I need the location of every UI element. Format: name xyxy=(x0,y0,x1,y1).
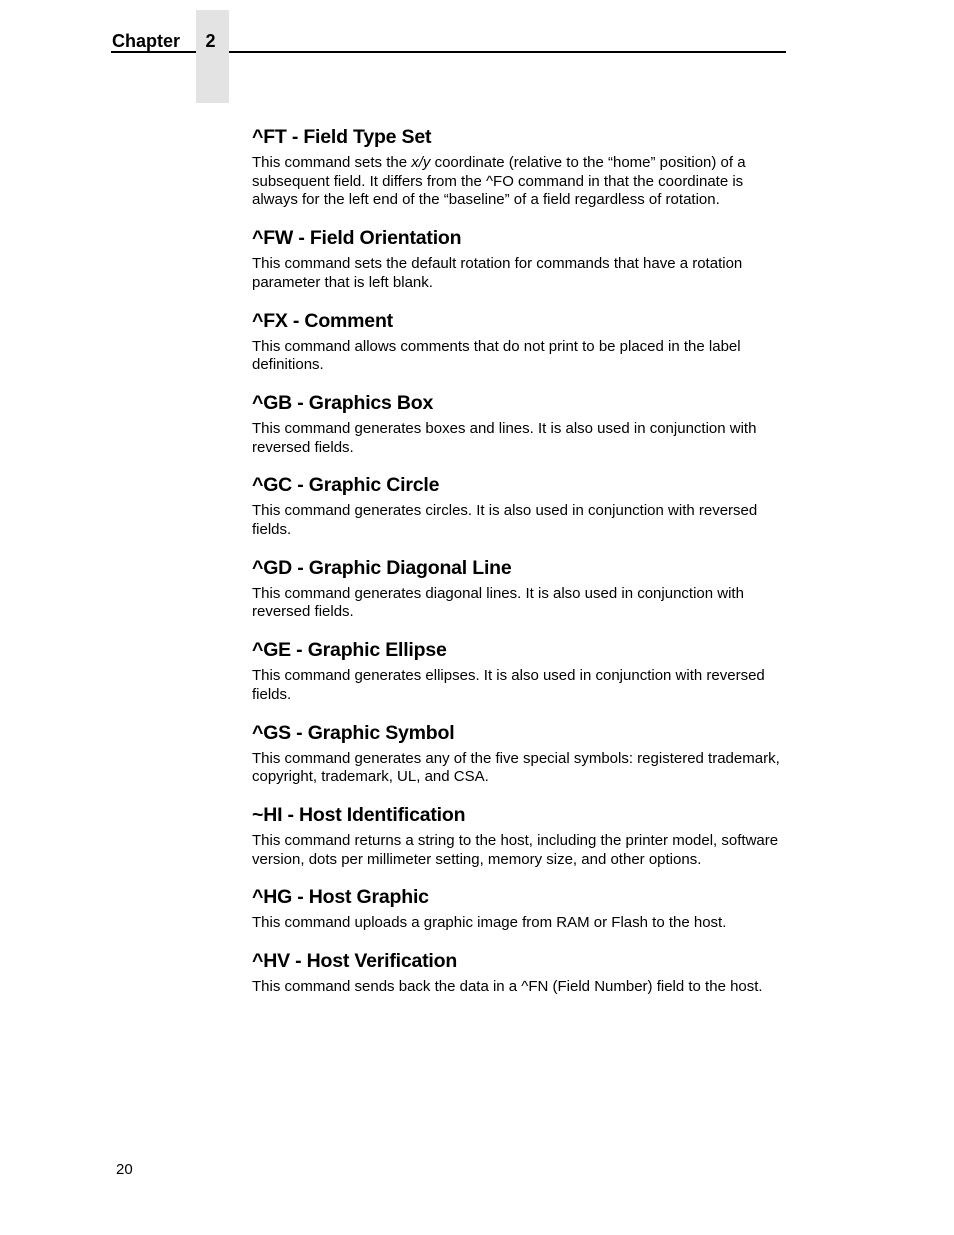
section-title: ^FT - Field Type Set xyxy=(252,126,432,148)
section-body: This command sets the default rotation for commands that have a rotation parameter that is left blank. xyxy=(252,255,743,291)
section-body: This command generates any of the five special symbols: registered trademark, copyright, trademark, UL, and CSA. xyxy=(252,749,780,786)
section-fw xyxy=(252,226,792,292)
section-title: ^GD - Graphic Diagonal Line xyxy=(252,556,512,579)
section-title: ^FX - Comment xyxy=(252,309,393,332)
section-hg xyxy=(252,885,792,933)
section-body: This command generates ellipses. It is also used in conjunction with reversed fields. xyxy=(252,667,765,703)
xy-term: x/y xyxy=(411,154,431,171)
section-title: ^GB - Graphics Box xyxy=(252,391,434,414)
section-title: ^HV - Host Verification xyxy=(252,950,458,973)
section-gs xyxy=(252,721,792,787)
section-title: ^GE - Graphic Ellipse xyxy=(252,639,447,662)
section-title: ^GS - Graphic Symbol xyxy=(252,721,455,744)
section-gb xyxy=(252,391,792,457)
header-rule-right xyxy=(229,51,786,53)
section-title: ^GC - Graphic Circle xyxy=(252,474,440,497)
section-gd xyxy=(252,556,792,622)
chapter-number: 2 xyxy=(205,31,216,51)
chapter-tab xyxy=(196,10,229,103)
section-title: ^HG - Host Graphic xyxy=(252,886,429,909)
section-body: This command sends back the data in a ^FN (Field Number) field to the host. xyxy=(252,978,763,996)
section-hv xyxy=(252,949,792,997)
section-title: ^FW - Field Orientation xyxy=(252,227,462,250)
section-body: This command returns a string to the host, including the printer model, software version, dots per millimeter setting, memory size, and other options. xyxy=(252,831,779,868)
section-body: This command generates diagonal lines. It is also used in conjunction with reversed fields. xyxy=(252,584,744,621)
section-ft xyxy=(252,125,792,210)
section-body-text: coordinate (relative to the “home” position) of a subsequent field. It differs from the ^FO command in that the coordinate is always for the left end of the “baseline” of a field regardless of rotation. xyxy=(252,154,746,209)
header-rule-left xyxy=(111,51,196,53)
page-number: 20 xyxy=(116,1161,133,1178)
section-gc xyxy=(252,473,792,539)
section-body: This command allows comments that do not print to be placed in the label definitions. xyxy=(252,337,741,374)
section-title: ~HI - Host Identification xyxy=(252,803,466,826)
section-hi xyxy=(252,803,792,869)
section-body: This command generates boxes and lines. It is also used in conjunction with reversed fields. xyxy=(252,419,757,456)
chapter-label: Chapter xyxy=(112,31,181,51)
section-fx xyxy=(252,309,792,375)
section-body xyxy=(252,154,792,210)
section-body: This command generates circles. It is also used in conjunction with reversed fields. xyxy=(252,502,758,539)
section-ge xyxy=(252,638,792,704)
section-body-text: This command sets the xyxy=(252,154,412,171)
main-content xyxy=(252,125,792,1013)
section-body: This command uploads a graphic image from RAM or Flash to the host. xyxy=(252,914,727,932)
